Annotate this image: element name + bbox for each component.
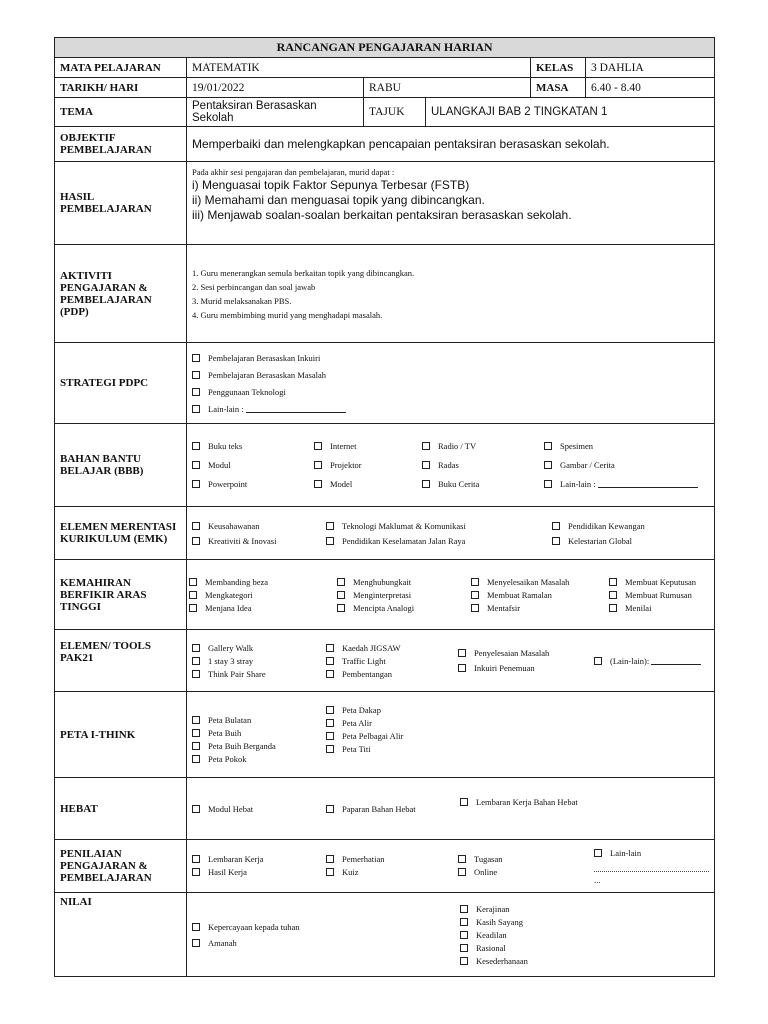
checkbox-icon[interactable] bbox=[192, 939, 200, 947]
checkbox-icon[interactable] bbox=[314, 480, 322, 488]
rph-form bbox=[54, 37, 714, 987]
checkbox-icon[interactable] bbox=[192, 657, 200, 665]
checkbox-item[interactable]: Menghubungkait bbox=[337, 576, 467, 588]
checkbox-icon[interactable] bbox=[192, 388, 200, 396]
aktiviti-label: AKTIVITI PENGAJARAN & PEMBELAJARAN (PDP) bbox=[55, 245, 187, 343]
checkbox-item[interactable]: Projektor bbox=[314, 459, 418, 471]
nilai-label: NILAI bbox=[55, 893, 187, 977]
checkbox-icon[interactable] bbox=[594, 657, 602, 665]
hasil-label: HASIL PEMBELAJARAN bbox=[55, 162, 187, 245]
checkbox-icon[interactable] bbox=[458, 649, 466, 657]
tema-value: Pentaksiran Berasaskan Sekolah bbox=[187, 98, 364, 127]
mata-pelajaran-label: MATA PELAJARAN bbox=[55, 58, 187, 78]
aktiviti-item: 4. Guru membimbing murid yang menghadapi masalah. bbox=[192, 309, 383, 320]
checkbox-icon[interactable] bbox=[189, 604, 197, 612]
checkbox-item[interactable]: Tugasan bbox=[458, 853, 594, 865]
checkbox-item[interactable]: Powerpoint bbox=[192, 478, 310, 490]
checkbox-icon[interactable] bbox=[544, 461, 552, 469]
tarikh-value: 19/01/2022 bbox=[187, 78, 364, 98]
checkbox-icon[interactable] bbox=[458, 868, 466, 876]
ithink-label: PETA I-THINK bbox=[55, 692, 187, 778]
checkbox-icon[interactable] bbox=[458, 855, 466, 863]
checkbox-item[interactable]: Menilai bbox=[609, 602, 709, 614]
checkbox-item[interactable]: Internet bbox=[314, 440, 418, 452]
checkbox-icon[interactable] bbox=[326, 537, 334, 545]
checkbox-item[interactable]: Kaedah JIGSAW bbox=[326, 642, 458, 654]
checkbox-item[interactable]: Kuiz bbox=[326, 866, 458, 878]
checkbox-item[interactable]: Peta Dakap bbox=[326, 704, 486, 716]
masa-value: 6.40 - 8.40 bbox=[586, 78, 715, 98]
checkbox-icon[interactable] bbox=[609, 591, 617, 599]
checkbox-icon[interactable] bbox=[460, 944, 468, 952]
hasil-item: i) Menguasai topik Faktor Sepunya Terbesar (FSTB) bbox=[192, 178, 470, 192]
checkbox-item[interactable]: Penggunaan Teknologi bbox=[192, 386, 709, 398]
checkbox-item[interactable]: Model bbox=[314, 478, 418, 490]
checkbox-item[interactable]: Radio / TV bbox=[422, 440, 540, 452]
checkbox-item[interactable]: Pembelajaran Berasaskan Masalah bbox=[192, 369, 709, 381]
pak21-label: ELEMEN/ TOOLS PAK21 bbox=[55, 630, 187, 692]
checkbox-icon[interactable] bbox=[326, 670, 334, 678]
checkbox-icon[interactable] bbox=[192, 716, 200, 724]
aktiviti-content bbox=[187, 245, 715, 343]
checkbox-icon[interactable] bbox=[192, 354, 200, 362]
checkbox-icon[interactable] bbox=[460, 931, 468, 939]
checkbox-item[interactable]: Online bbox=[458, 866, 594, 878]
checkbox-icon[interactable] bbox=[192, 480, 200, 488]
checkbox-icon[interactable] bbox=[192, 755, 200, 763]
fill-line-dotted[interactable] bbox=[594, 861, 709, 872]
strategi-label: STRATEGI PDPC bbox=[55, 343, 187, 424]
form-title: RANCANGAN PENGAJARAN HARIAN bbox=[55, 38, 715, 58]
kbat-label: KEMAHIRAN BERFIKIR ARAS TINGGI bbox=[55, 560, 187, 630]
emk-content bbox=[187, 507, 715, 560]
checkbox-icon[interactable] bbox=[192, 855, 200, 863]
checkbox-item[interactable]: Amanah bbox=[192, 937, 460, 949]
masa-label: MASA bbox=[531, 78, 586, 98]
checkbox-icon[interactable] bbox=[192, 522, 200, 530]
checkbox-item[interactable]: Pendidikan Keselamatan Jalan Raya bbox=[326, 535, 548, 547]
bbb-content bbox=[187, 424, 715, 507]
nilai-content bbox=[187, 893, 715, 977]
checkbox-icon[interactable] bbox=[192, 742, 200, 750]
checkbox-icon[interactable] bbox=[460, 905, 468, 913]
checkbox-item[interactable]: Spesimen bbox=[544, 440, 709, 452]
checkbox-item[interactable]: Pembelajaran Berasaskan Inkuiri bbox=[192, 352, 709, 364]
strategi-content bbox=[187, 343, 715, 424]
checkbox-item[interactable]: Keadilan bbox=[460, 929, 620, 941]
checkbox-item[interactable]: Kasih Sayang bbox=[460, 916, 620, 928]
fill-line[interactable] bbox=[598, 478, 698, 488]
checkbox-icon[interactable] bbox=[326, 706, 334, 714]
mata-pelajaran-value: MATEMATIK bbox=[187, 58, 531, 78]
checkbox-item[interactable]: Mengkategori bbox=[189, 589, 333, 601]
checkbox-item[interactable]: Kelestarian Global bbox=[552, 535, 709, 547]
hasil-intro: Pada akhir sesi pengajaran dan pembelajaran, murid dapat : bbox=[192, 167, 395, 177]
pak21-content bbox=[187, 630, 715, 692]
checkbox-item[interactable]: Mencipta Analogi bbox=[337, 602, 467, 614]
checkbox-item[interactable]: Kreativiti & Inovasi bbox=[192, 535, 322, 547]
checkbox-item[interactable]: Peta Buih bbox=[192, 727, 326, 739]
checkbox-icon[interactable] bbox=[192, 644, 200, 652]
checkbox-item[interactable]: Penyelesaian Masalah bbox=[458, 647, 594, 659]
checkbox-item[interactable]: Kepercayaan kepada tuhan bbox=[192, 921, 460, 933]
checkbox-icon[interactable] bbox=[192, 670, 200, 678]
ithink-content bbox=[187, 692, 715, 778]
checkbox-item[interactable]: Traffic Light bbox=[326, 655, 458, 667]
fill-line[interactable] bbox=[246, 403, 346, 413]
checkbox-icon[interactable] bbox=[544, 442, 552, 450]
checkbox-icon[interactable] bbox=[326, 745, 334, 753]
checkbox-item[interactable]: Membuat Ramalan bbox=[471, 589, 605, 601]
rph-table bbox=[54, 37, 715, 977]
checkbox-icon[interactable] bbox=[192, 405, 200, 413]
checkbox-icon[interactable] bbox=[337, 591, 345, 599]
checkbox-icon[interactable] bbox=[326, 732, 334, 740]
checkbox-item[interactable]: Membuat Rumusan bbox=[609, 589, 709, 601]
checkbox-icon[interactable] bbox=[460, 957, 468, 965]
checkbox-item[interactable]: Menginterpretasi bbox=[337, 589, 467, 601]
checkbox-icon[interactable] bbox=[326, 868, 334, 876]
checkbox-item[interactable]: Buku Cerita bbox=[422, 478, 540, 490]
hasil-content bbox=[187, 162, 715, 245]
checkbox-icon[interactable] bbox=[189, 591, 197, 599]
checkbox-item[interactable]: Pemerhatian bbox=[326, 853, 458, 865]
objektif-label: OBJEKTIF PEMBELAJARAN bbox=[55, 127, 187, 162]
checkbox-icon[interactable] bbox=[594, 849, 602, 857]
checkbox-item[interactable]: Think Pair Share bbox=[192, 668, 326, 680]
checkbox-icon[interactable] bbox=[552, 537, 560, 545]
objektif-value: Memperbaiki dan melengkapkan pencapaian pentaksiran berasaskan sekolah. bbox=[187, 127, 715, 162]
checkbox-item[interactable]: Peta Buih Berganda bbox=[192, 740, 326, 752]
checkbox-icon[interactable] bbox=[314, 442, 322, 450]
checkbox-item[interactable]: Teknologi Maklumat & Komunikasi bbox=[326, 520, 548, 532]
checkbox-icon[interactable] bbox=[471, 604, 479, 612]
checkbox-item[interactable]: 1 stay 3 stray bbox=[192, 655, 326, 667]
checkbox-icon[interactable] bbox=[471, 578, 479, 586]
checkbox-icon[interactable] bbox=[192, 371, 200, 379]
kbat-content bbox=[187, 560, 715, 630]
checkbox-icon[interactable] bbox=[192, 537, 200, 545]
checkbox-icon[interactable] bbox=[544, 480, 552, 488]
checkbox-icon[interactable] bbox=[422, 480, 430, 488]
checkbox-item[interactable]: Gambar / Cerita bbox=[544, 459, 709, 471]
checkbox-item[interactable]: Kerajinan bbox=[460, 903, 620, 915]
tajuk-value: ULANGKAJI BAB 2 TINGKATAN 1 bbox=[426, 98, 715, 127]
aktiviti-item: 2. Sesi perbincangan dan soal jawab bbox=[192, 281, 316, 292]
checkbox-icon[interactable] bbox=[471, 591, 479, 599]
checkbox-icon[interactable] bbox=[192, 461, 200, 469]
aktiviti-item: 1. Guru menerangkan semula berkaitan topik yang dibincangkan. bbox=[192, 267, 415, 278]
checkbox-icon[interactable] bbox=[422, 442, 430, 450]
checkbox-icon[interactable] bbox=[189, 578, 197, 586]
checkbox-icon[interactable] bbox=[609, 578, 617, 586]
fill-line[interactable] bbox=[651, 655, 701, 665]
checkbox-icon[interactable] bbox=[192, 729, 200, 737]
kelas-value: 3 DAHLIA bbox=[586, 58, 715, 78]
checkbox-item[interactable]: Peta Titi bbox=[326, 743, 486, 755]
checkbox-icon[interactable] bbox=[337, 604, 345, 612]
checkbox-icon[interactable] bbox=[337, 578, 345, 586]
checkbox-item[interactable]: Hasil Kerja bbox=[192, 866, 326, 878]
checkbox-icon[interactable] bbox=[326, 805, 334, 813]
hari-value: RABU bbox=[364, 78, 531, 98]
checkbox-item[interactable]: Buku teks bbox=[192, 440, 310, 452]
tarikh-label: TARIKH/ HARI bbox=[55, 78, 187, 98]
checkbox-icon[interactable] bbox=[458, 664, 466, 672]
checkbox-item[interactable]: Paparan Bahan Hebat bbox=[326, 803, 460, 815]
checkbox-icon[interactable] bbox=[609, 604, 617, 612]
checkbox-item[interactable]: Lain-lain : bbox=[544, 478, 709, 490]
tajuk-label: TAJUK bbox=[364, 98, 426, 127]
checkbox-item[interactable]: Pendidikan Kewangan bbox=[552, 520, 709, 532]
checkbox-item[interactable]: Peta Pelbagai Alir bbox=[326, 730, 486, 742]
checkbox-icon[interactable] bbox=[326, 719, 334, 727]
checkbox-item[interactable]: Peta Pokok bbox=[192, 753, 326, 765]
checkbox-icon[interactable] bbox=[422, 461, 430, 469]
checkbox-item[interactable]: Lain-lain bbox=[594, 847, 709, 859]
checkbox-icon[interactable] bbox=[552, 522, 560, 530]
penilaian-label: PENILAIAN PENGAJARAN & PEMBELAJARAN bbox=[55, 840, 187, 893]
checkbox-icon[interactable] bbox=[326, 657, 334, 665]
penilaian-content bbox=[187, 840, 715, 893]
checkbox-icon[interactable] bbox=[326, 855, 334, 863]
hasil-item: iii) Menjawab soalan-soalan berkaitan pentaksiran berasaskan sekolah. bbox=[192, 208, 572, 222]
checkbox-item[interactable]: Kesederhanaan bbox=[460, 955, 620, 967]
hebat-content bbox=[187, 778, 715, 840]
checkbox-icon[interactable] bbox=[314, 461, 322, 469]
checkbox-icon[interactable] bbox=[326, 644, 334, 652]
checkbox-icon[interactable] bbox=[326, 522, 334, 530]
checkbox-icon[interactable] bbox=[192, 923, 200, 931]
checkbox-item[interactable]: Lembaran Kerja bbox=[192, 853, 326, 865]
bbb-label: BAHAN BANTU BELAJAR (BBB) bbox=[55, 424, 187, 507]
kelas-label: KELAS bbox=[531, 58, 586, 78]
checkbox-item[interactable]: Modul bbox=[192, 459, 310, 471]
checkbox-item[interactable]: Radas bbox=[422, 459, 540, 471]
checkbox-item[interactable]: Lain-lain : bbox=[192, 403, 709, 415]
dots-end: ... bbox=[594, 874, 601, 885]
checkbox-item[interactable]: Peta Bulatan bbox=[192, 714, 326, 726]
checkbox-item[interactable]: Keusahawanan bbox=[192, 520, 322, 532]
hebat-label: HEBAT bbox=[55, 778, 187, 840]
checkbox-item[interactable]: (Lain-lain): bbox=[594, 655, 709, 667]
checkbox-item[interactable]: Modul Hebat bbox=[192, 803, 326, 815]
hasil-item: ii) Memahami dan menguasai topik yang dibincangkan. bbox=[192, 193, 485, 207]
checkbox-icon[interactable] bbox=[192, 442, 200, 450]
tema-label: TEMA bbox=[55, 98, 187, 127]
checkbox-item[interactable]: Pembentangan bbox=[326, 668, 458, 680]
checkbox-item[interactable]: Lembaran Kerja Bahan Hebat bbox=[460, 796, 590, 808]
checkbox-item[interactable]: Menyelesaikan Masalah bbox=[471, 576, 605, 588]
checkbox-item[interactable]: Peta Alir bbox=[326, 717, 486, 729]
checkbox-icon[interactable] bbox=[460, 798, 468, 806]
checkbox-icon[interactable] bbox=[192, 805, 200, 813]
checkbox-item[interactable]: Membanding beza bbox=[189, 576, 333, 588]
aktiviti-item: 3. Murid melaksanakan PBS. bbox=[192, 295, 292, 306]
checkbox-item[interactable]: Rasional bbox=[460, 942, 620, 954]
checkbox-item[interactable]: Inkuiri Penemuan bbox=[458, 662, 594, 674]
checkbox-item[interactable]: Membuat Keputusan bbox=[609, 576, 709, 588]
checkbox-icon[interactable] bbox=[460, 918, 468, 926]
checkbox-icon[interactable] bbox=[192, 868, 200, 876]
checkbox-item[interactable]: Menjana Idea bbox=[189, 602, 333, 614]
checkbox-item[interactable]: Mentafsir bbox=[471, 602, 605, 614]
checkbox-item[interactable]: Gallery Walk bbox=[192, 642, 326, 654]
emk-label: ELEMEN MERENTASI KURIKULUM (EMK) bbox=[55, 507, 187, 560]
